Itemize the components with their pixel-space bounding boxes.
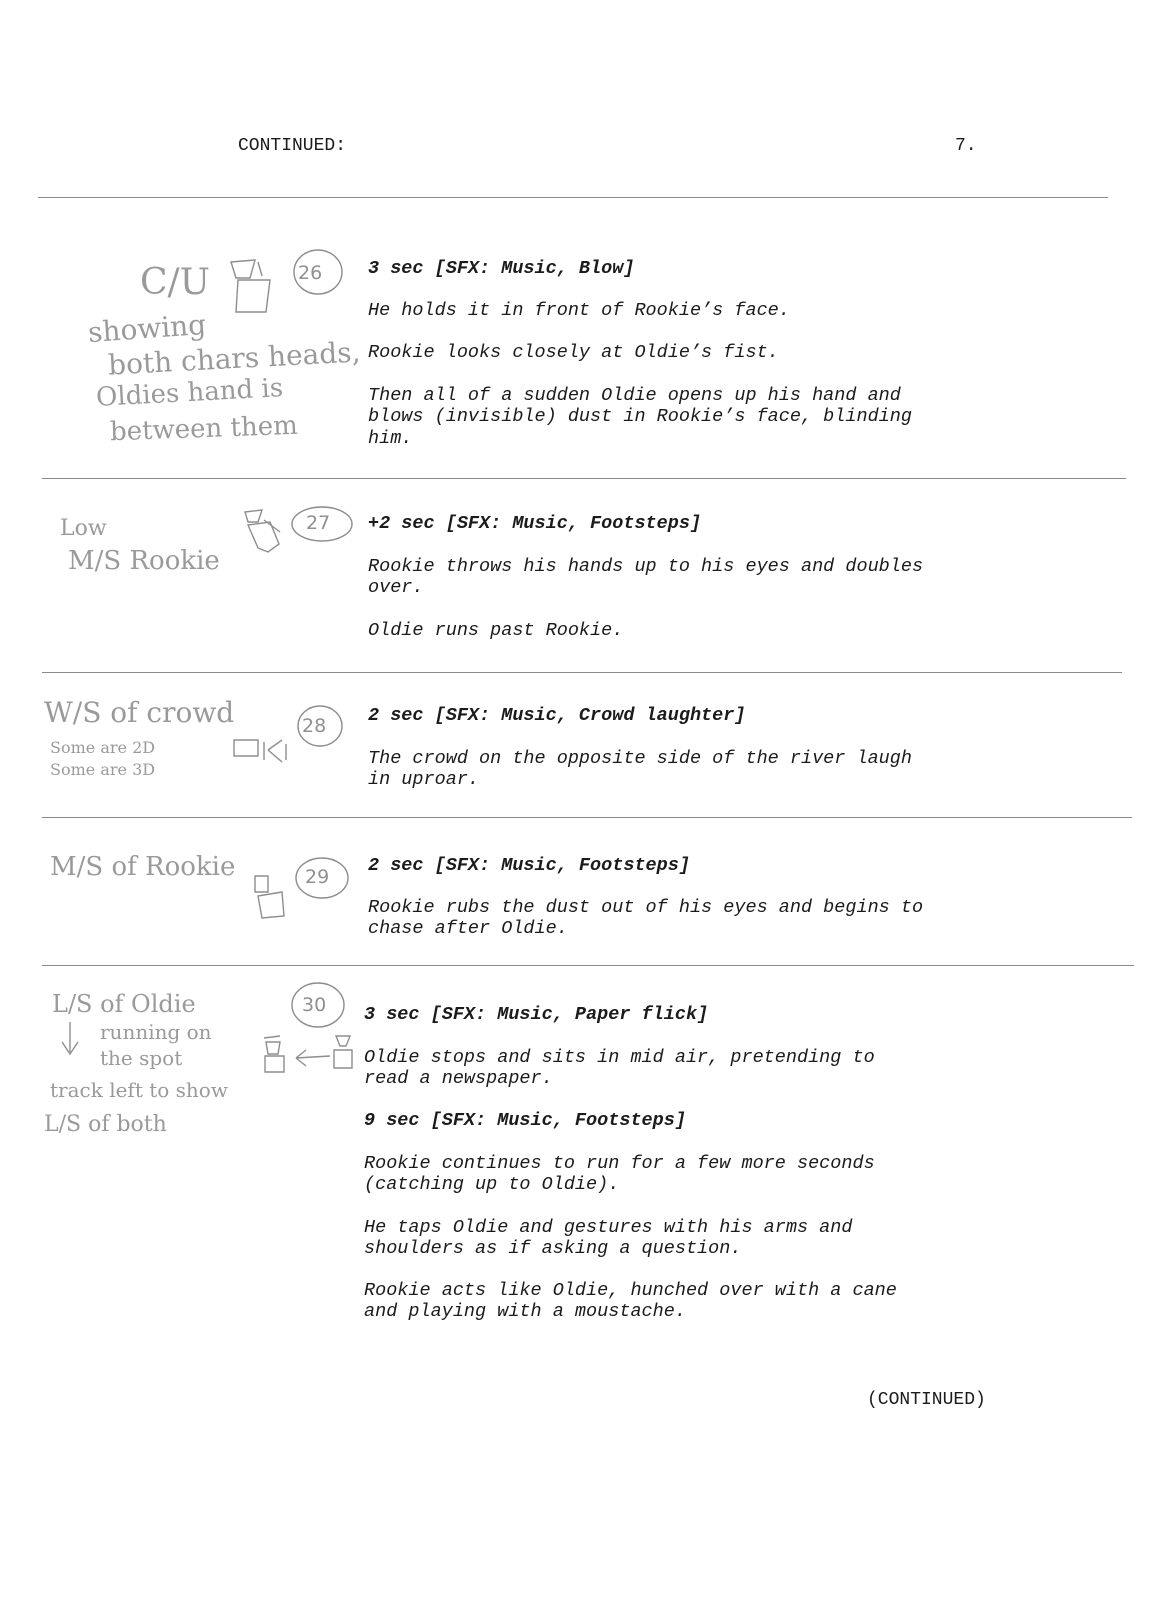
script-line: over. bbox=[368, 577, 424, 598]
figure-sketch-icon bbox=[245, 510, 280, 552]
continued-header: CONTINUED: bbox=[238, 136, 347, 156]
script-line: Rookie acts like Oldie, hunched over with a cane bbox=[364, 1280, 897, 1301]
script-line: Oldie runs past Rookie. bbox=[368, 620, 624, 641]
handwritten-note: Some are 3D bbox=[50, 760, 156, 779]
handwritten-note: L/S of Oldie bbox=[52, 990, 196, 1018]
shot-number-circle bbox=[292, 983, 344, 1027]
script-line: and playing with a moustache. bbox=[364, 1301, 686, 1322]
shot-number-26: 26 bbox=[298, 262, 323, 284]
script-line: He taps Oldie and gestures with his arms and bbox=[364, 1217, 853, 1238]
page-number: 7. bbox=[955, 136, 977, 156]
arrow-left-icon bbox=[296, 1050, 330, 1066]
shot-number-circle bbox=[296, 858, 348, 898]
script-line: Then all of a sudden Oldie opens up his hand and bbox=[368, 385, 901, 406]
script-line: Rookie looks closely at Oldie’s fist. bbox=[368, 342, 779, 363]
arrow-down-icon bbox=[62, 1022, 78, 1054]
handwritten-note: W/S of crowd bbox=[44, 696, 235, 729]
continued-footer: (CONTINUED) bbox=[867, 1390, 986, 1410]
handwritten-note: C/U bbox=[140, 262, 211, 303]
handwritten-note: both chars heads, bbox=[107, 335, 362, 382]
script-line: The crowd on the opposite side of the river laugh bbox=[368, 748, 912, 769]
figure-sketch-icon bbox=[264, 1036, 284, 1072]
script-line: Rookie continues to run for a few more seconds bbox=[364, 1153, 875, 1174]
handwritten-note: Some are 2D bbox=[50, 738, 156, 757]
handwritten-note: Low bbox=[60, 516, 107, 541]
handwritten-note: between them bbox=[109, 410, 299, 448]
shot-timing: 3 sec [SFX: Music, Paper flick] bbox=[364, 1004, 709, 1025]
shot-timing: +2 sec [SFX: Music, Footsteps] bbox=[368, 513, 702, 534]
script-line: Oldie stops and sits in mid air, pretending to bbox=[364, 1047, 875, 1068]
handwritten-note: showing bbox=[86, 307, 208, 350]
figure-sketch-icon bbox=[334, 1036, 352, 1068]
figure-sketch-icon bbox=[231, 260, 270, 312]
shot-number-28: 28 bbox=[302, 715, 327, 737]
script-line: read a newspaper. bbox=[364, 1068, 553, 1089]
script-line: in uproar. bbox=[368, 769, 480, 790]
shot-number-27: 27 bbox=[306, 512, 331, 534]
script-line: Rookie throws his hands up to his eyes and doubles bbox=[368, 556, 924, 577]
shot-number-circle bbox=[298, 706, 342, 746]
handwritten-note: L/S of both bbox=[44, 1112, 167, 1137]
script-line: (catching up to Oldie). bbox=[364, 1174, 620, 1195]
handwritten-note: running on bbox=[100, 1020, 212, 1044]
script-line: He holds it in front of Rookie’s face. bbox=[368, 300, 790, 321]
handwritten-note: track left to show bbox=[50, 1078, 228, 1102]
script-line: blows (invisible) dust in Rookie’s face, blinding bbox=[368, 406, 912, 427]
handwritten-note: M/S of Rookie bbox=[50, 852, 236, 882]
shot-number-circle bbox=[292, 507, 352, 541]
shot-timing: 2 sec [SFX: Music, Footsteps] bbox=[368, 855, 690, 876]
shot-timing: 9 sec [SFX: Music, Footsteps] bbox=[364, 1110, 686, 1131]
shot-number-29: 29 bbox=[305, 866, 330, 888]
shot-timing: 2 sec [SFX: Music, Crowd laughter] bbox=[368, 705, 746, 726]
shot-timing: 3 sec [SFX: Music, Blow] bbox=[368, 258, 635, 279]
handwritten-note: the spot bbox=[100, 1046, 183, 1070]
script-line: shoulders as if asking a question. bbox=[364, 1238, 742, 1259]
figure-sketch-icon bbox=[255, 876, 284, 918]
script-line: chase after Oldie. bbox=[368, 918, 568, 939]
script-line: Rookie rubs the dust out of his eyes and begins to bbox=[368, 897, 924, 918]
shot-number-circle bbox=[294, 250, 342, 294]
script-line: him. bbox=[368, 428, 413, 449]
handwritten-note: Oldies hand is bbox=[95, 373, 284, 413]
frame-sketch-icon bbox=[234, 740, 286, 762]
shot-number-30: 30 bbox=[302, 994, 327, 1016]
handwritten-note: M/S Rookie bbox=[68, 546, 220, 576]
